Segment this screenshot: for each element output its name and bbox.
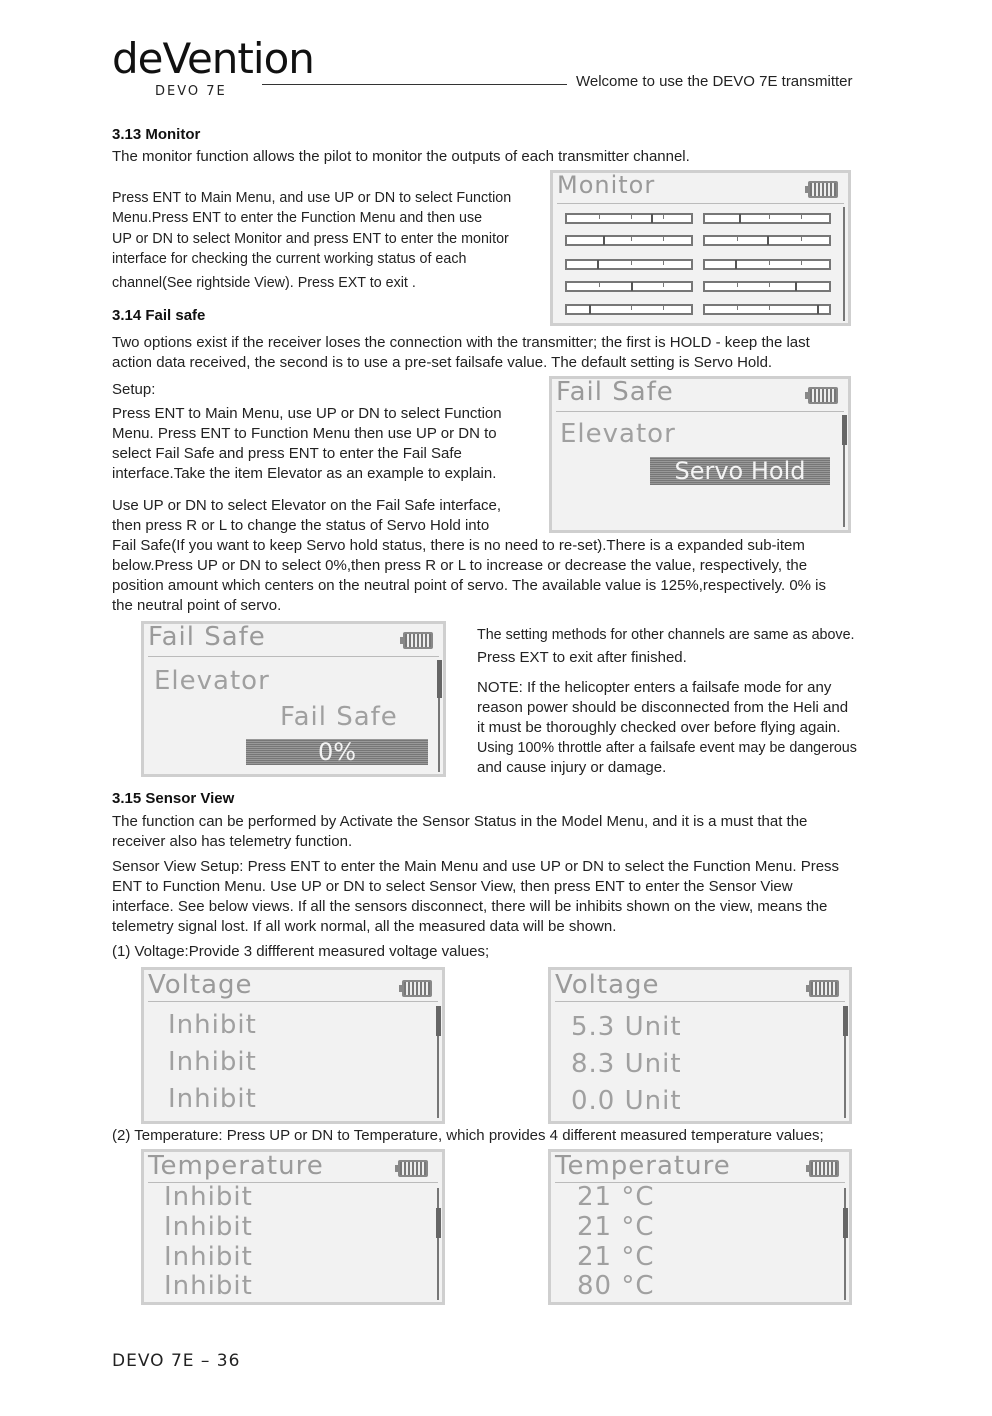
channel-bar <box>703 304 831 315</box>
channel-bar <box>703 235 831 246</box>
battery-icon <box>808 387 838 404</box>
title-divider <box>148 1001 438 1002</box>
failsafe-screen-title: Fail Safe <box>556 377 674 407</box>
channel-bar <box>565 281 693 292</box>
failsafe-setup-label: Setup: <box>112 381 156 398</box>
section-heading-monitor: 3.13 Monitor <box>112 126 201 143</box>
temperature-row: Inhibit <box>164 1271 253 1301</box>
scrollbar-thumb <box>842 415 847 445</box>
voltage-row: Inhibit <box>168 1084 257 1114</box>
channel-bar <box>565 304 693 315</box>
monitor-line-1: Press ENT to Main Menu, and use UP or DN to select Function <box>112 190 512 206</box>
failsafe-right-2: Press EXT to exit after finished. <box>477 649 687 666</box>
temperature-screen-inhibit <box>141 1149 445 1305</box>
failsafe-channel-item: Elevator <box>560 419 676 449</box>
scrollbar-thumb <box>843 1208 848 1238</box>
voltage-screen-values <box>548 967 852 1124</box>
failsafe-setup-2: Menu. Press ENT to Function Menu then use UP or DN to <box>112 425 497 442</box>
failsafe-channel-item: Elevator <box>154 666 270 696</box>
failsafe-setup-4: interface.Take the item Elevator as an example to explain. <box>112 465 497 482</box>
header-welcome: Welcome to use the DEVO 7E transmitter <box>576 73 853 90</box>
failsafe-note-5: and cause injury or damage. <box>477 759 667 776</box>
battery-icon <box>809 1160 839 1177</box>
battery-icon <box>809 980 839 997</box>
temperature-row: Inhibit <box>164 1212 253 1242</box>
temperature-screen-values <box>548 1149 852 1305</box>
failsafe-screen-title: Fail Safe <box>148 622 266 652</box>
monitor-line-4: interface for checking the current working status of each <box>112 251 467 267</box>
channel-bar <box>703 213 831 224</box>
sensor-setup-2: ENT to Function Menu. Use UP or DN to select Sensor View, then press ENT to enter the Sensor View <box>112 878 793 895</box>
section-heading-sensor-view: 3.15 Sensor View <box>112 790 235 807</box>
channel-bar <box>565 259 693 270</box>
battery-icon <box>403 632 433 649</box>
scrollbar <box>437 1188 439 1300</box>
temperature-row: 21 °C <box>577 1182 655 1212</box>
failsafe-note-4: Using 100% throttle after a failsafe event may be dangerous <box>477 740 857 756</box>
temperature-screen-title: Temperature <box>148 1151 324 1181</box>
monitor-line-2: Menu.Press ENT to enter the Function Menu and then use <box>112 210 483 226</box>
temperature-row: 21 °C <box>577 1242 655 1272</box>
monitor-line-3: UP or DN to select Monitor and press ENT to enter the monitor <box>112 231 509 247</box>
scrollbar-thumb <box>843 1006 848 1036</box>
temperature-row: 21 °C <box>577 1212 655 1242</box>
failsafe-full-4: the neutral point of servo. <box>112 597 282 614</box>
voltage-row: Inhibit <box>168 1047 257 1077</box>
battery-icon <box>808 181 838 198</box>
scrollbar-thumb <box>437 660 442 698</box>
failsafe-percent-value: 0% <box>246 739 428 765</box>
sensor-setup-1: Sensor View Setup: Press ENT to enter the Main Menu and use UP or DN to select the Function Menu. Press <box>112 858 840 875</box>
failsafe-full-2: below.Press UP or DN to select 0%,then press R or L to increase or decrease the value, respectively, the <box>112 557 808 574</box>
failsafe-full-1: Fail Safe(If you want to keep Servo hold status, there is no need to re-set).There is a expanded sub-item <box>112 537 805 554</box>
failsafe-intro-1: Two options exist if the receiver loses the connection with the transmitter; the first is HOLD - keep the last <box>112 334 810 351</box>
monitor-screen <box>550 170 851 326</box>
voltage-screen-title: Voltage <box>148 970 253 1000</box>
failsafe-note-3: it must be thoroughly checked over before flying again. <box>477 719 841 736</box>
voltage-screen-inhibit <box>141 967 445 1124</box>
title-divider <box>148 656 439 657</box>
monitor-intro: The monitor function allows the pilot to monitor the outputs of each transmitter channel. <box>112 148 690 165</box>
channel-bar <box>703 281 831 292</box>
scrollbar <box>844 1188 846 1300</box>
channel-bar <box>565 213 693 224</box>
failsafe-setup-1: Press ENT to Main Menu, use UP or DN to select Function <box>112 405 502 422</box>
failsafe-note-2: reason power should be disconnected from the Heli and <box>477 699 849 716</box>
failsafe-use-2: then press R or L to change the status of Servo Hold into <box>112 517 490 534</box>
failsafe-setup-3: select Fail Safe and press ENT to enter the Fail Safe <box>112 445 462 462</box>
scrollbar <box>843 207 845 321</box>
failsafe-sub-item: Fail Safe <box>280 702 398 732</box>
failsafe-screen-value <box>141 621 446 777</box>
logo: deVention <box>112 34 314 83</box>
failsafe-screen-hold <box>549 376 851 533</box>
page-footer: DEVO 7E – 36 <box>112 1351 241 1371</box>
title-divider <box>557 203 844 204</box>
voltage-row: Inhibit <box>168 1010 257 1040</box>
channel-bar <box>565 235 693 246</box>
failsafe-intro-2: action data received, the second is to use a pre-set failsafe value. The default setting is Servo Hold. <box>112 354 773 371</box>
scrollbar-thumb <box>436 1006 441 1036</box>
sensor-setup-4: telemetry signal lost. If all work normal, all the measured data will be shown. <box>112 918 617 935</box>
sensor-intro-1: The function can be performed by Activate the Sensor Status in the Model Menu, and it is a must that the <box>112 813 808 830</box>
header-rule <box>262 84 567 85</box>
failsafe-full-3: position amount which centers on the neutral point of servo. The available value is 125%,respectively. 0% is <box>112 577 827 594</box>
voltage-row: 0.0 Unit <box>571 1086 682 1116</box>
temperature-caption: (2) Temperature: Press UP or DN to Temperature, which provides 4 different measured temperature values; <box>112 1127 824 1144</box>
temperature-row: Inhibit <box>164 1242 253 1272</box>
channel-bar <box>703 259 831 270</box>
temperature-screen-title: Temperature <box>555 1151 731 1181</box>
failsafe-mode-value: Servo Hold <box>650 457 830 485</box>
logo-subtitle: DEVO 7E <box>155 84 227 99</box>
battery-icon <box>398 1160 428 1177</box>
title-divider <box>555 1001 845 1002</box>
monitor-line-5: channel(See rightside View). Press EXT to exit . <box>112 275 416 291</box>
sensor-setup-3: interface. See below views. If all the sensors disconnect, there will be inhibits shown on the view, means the <box>112 898 828 915</box>
failsafe-note-1: NOTE: If the helicopter enters a failsafe mode for any <box>477 679 832 696</box>
sensor-intro-2: receiver also has telemetry function. <box>112 833 353 850</box>
voltage-row: 8.3 Unit <box>571 1049 682 1079</box>
failsafe-right-1: The setting methods for other channels are same as above. <box>477 627 855 643</box>
voltage-screen-title: Voltage <box>555 970 660 1000</box>
temperature-row: 80 °C <box>577 1271 655 1301</box>
voltage-row: 5.3 Unit <box>571 1012 682 1042</box>
failsafe-use-1: Use UP or DN to select Elevator on the Fail Safe interface, <box>112 497 502 514</box>
title-divider <box>556 411 844 412</box>
voltage-caption: (1) Voltage:Provide 3 diffferent measured voltage values; <box>112 943 490 960</box>
temperature-row: Inhibit <box>164 1182 253 1212</box>
battery-icon <box>402 980 432 997</box>
section-heading-failsafe: 3.14 Fail safe <box>112 307 206 324</box>
monitor-screen-title: Monitor <box>557 171 656 199</box>
scrollbar-thumb <box>436 1208 441 1238</box>
